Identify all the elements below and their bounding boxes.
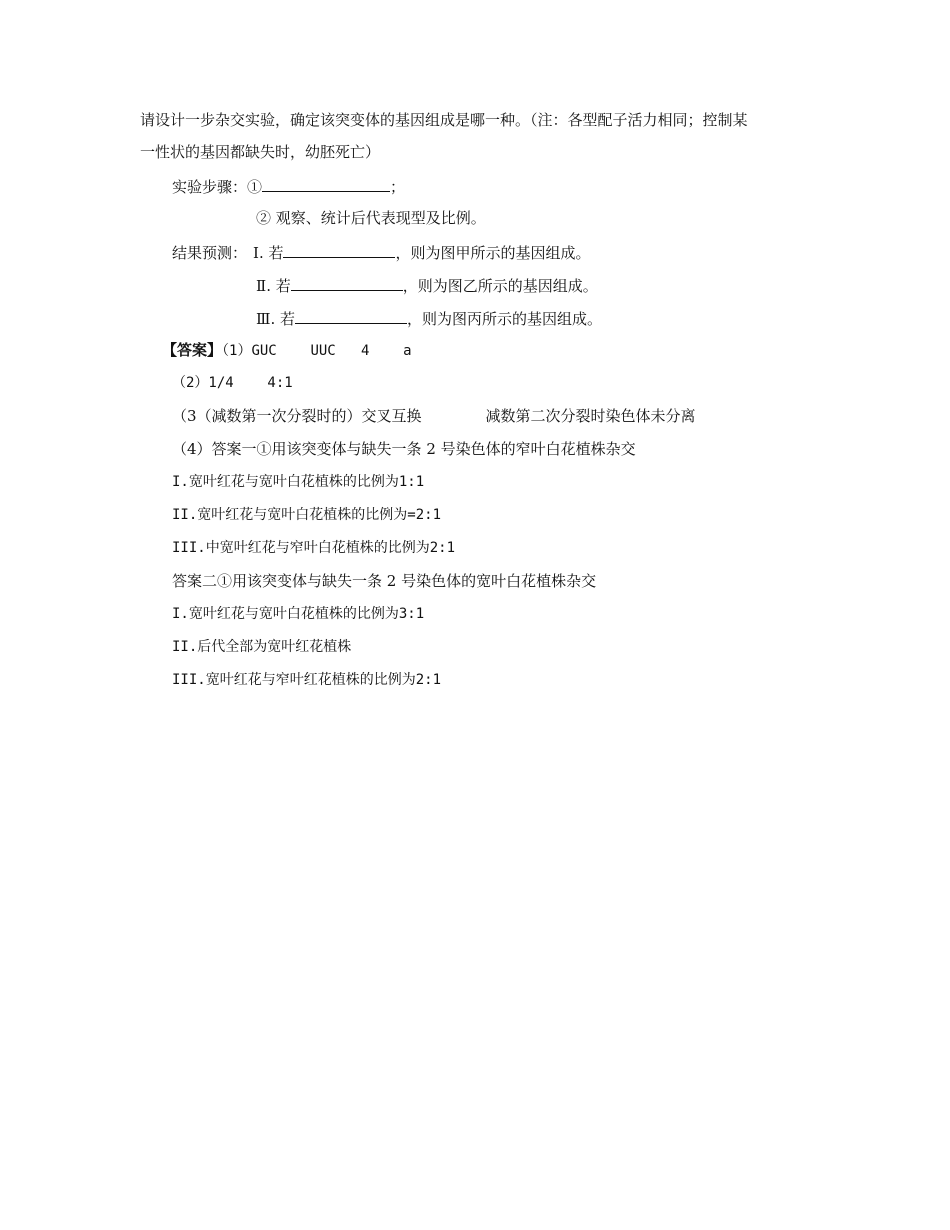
result1-blank xyxy=(283,241,395,258)
experiment-step-2: ② 观察、统计后代表现型及比例。 xyxy=(256,209,486,227)
answer-heading: 【答案】 xyxy=(162,341,223,359)
step1-blank xyxy=(262,175,390,192)
experiment-step-1: 实验步骤：① ； xyxy=(172,175,405,197)
result3-blank xyxy=(295,307,407,324)
alt-answer-iii: III.宽叶红花与窄叶红花植株的比例为2:1 xyxy=(172,672,442,688)
result-prediction-1: 结果预测： Ⅰ. 若 ，则为图甲所示的基因组成。 xyxy=(172,241,591,263)
result-prediction-3: Ⅲ. 若 ，则为图丙所示的基因组成。 xyxy=(256,307,602,329)
answer-line-2: （2）1/4 4:1 xyxy=(172,375,293,391)
question-intro-line-1: 请设计一步杂交实验，确定该突变体的基因组成是哪一种。（注：各型配子活力相同；控制某 xyxy=(140,111,748,129)
alt-answer-i: I.宽叶红花与宽叶白花植株的比例为3:1 xyxy=(172,606,425,622)
answer-4-iii: III.中宽叶红花与窄叶白花植株的比例为2:1 xyxy=(172,540,455,556)
answer-line-1: 【答案】（1）GUC UUC 4 a xyxy=(162,341,412,359)
answer-line-4: （4）答案一①用该突变体与缺失一条 2 号染色体的窄叶白花植株杂交 xyxy=(172,440,636,458)
result-prediction-2: Ⅱ. 若 ，则为图乙所示的基因组成。 xyxy=(256,274,598,296)
answer-4-i: I.宽叶红花与宽叶白花植株的比例为1:1 xyxy=(172,474,425,490)
result2-blank xyxy=(291,274,403,291)
answer-4-ii: II.宽叶红花与宽叶白花植株的比例为=2:1 xyxy=(172,507,442,523)
alt-answer-ii: II.后代全部为宽叶红花植株 xyxy=(172,639,352,655)
question-intro-line-2: 一性状的基因都缺失时，幼胚死亡） xyxy=(140,143,381,161)
answer-line-3: （3（减数第一次分裂时的）交叉互换 减数第二次分裂时染色体未分离 xyxy=(172,407,696,425)
alt-answer-heading: 答案二①用该突变体与缺失一条 2 号染色体的宽叶白花植株杂交 xyxy=(172,572,597,590)
